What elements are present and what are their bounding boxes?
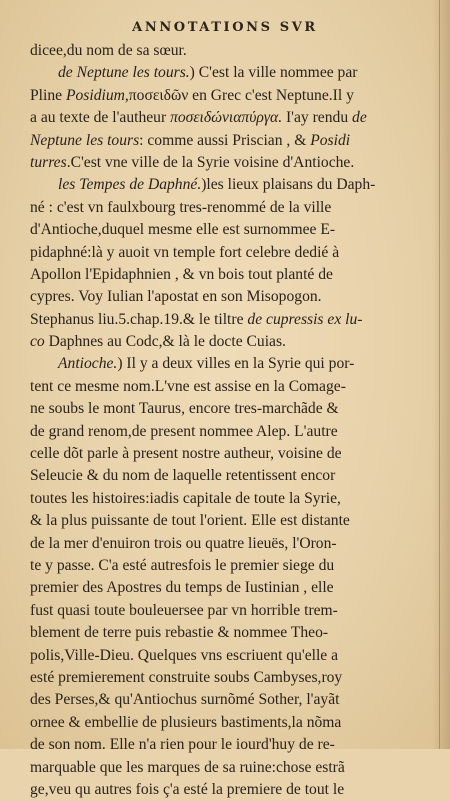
text-segment: .C'est vne ville de la Syrie voisine d'Antioche.: [66, 153, 355, 171]
text-segment: de grand renom,de present nommee Alep. L'autre: [30, 422, 338, 440]
text-segment: d'Antioche,duquel mesme elle est surnommee E-: [30, 221, 336, 239]
italic-segment: co: [30, 333, 45, 351]
text-segment: dicee,du nom de sa sœur.: [30, 42, 187, 59]
running-head: ANNOTATIONS SVR: [132, 20, 318, 35]
text-line: [30, 264, 430, 286]
text-line: [30, 353, 430, 375]
text-segment: de son nom. Elle n'a rien pour le iourd'huy de re-: [30, 736, 335, 754]
italic-segment: Posidium,: [65, 86, 129, 104]
text-line: [30, 555, 430, 577]
text-line: [30, 286, 430, 308]
text-segment: Stephanus liu.5.chap.19.& le tiltre: [30, 310, 248, 328]
text-line: [30, 421, 430, 443]
text-line: [30, 376, 430, 398]
text-segment: marquable que les marques de sa ruine:chose estrã: [30, 758, 345, 776]
italic-segment: ποσειδώνιαπύργα.: [170, 109, 283, 127]
page-gutter-shadow: [432, 0, 450, 749]
text-segment: ποσειδῶν en Grec c'est Neptune.Il y: [128, 86, 354, 104]
text-line: [30, 533, 430, 555]
text-segment: fust quasi toute bouleuersee par vn horrible trem-: [30, 601, 338, 619]
text-line: [30, 757, 430, 779]
text-line: [30, 443, 430, 465]
italic-segment: de Neptune les tours.: [58, 64, 190, 82]
text-line: [30, 779, 430, 801]
text-segment: Seleucie & du nom de laquelle retentissent encor: [30, 467, 336, 485]
text-segment: polis,Ville-Dieu. Quelques vns escriuent qu'elle a: [30, 646, 339, 664]
text-line: [30, 107, 430, 129]
text-segment: & la plus puissante de tout l'orient. Elle est distante: [30, 512, 350, 530]
italic-segment: de cupressis ex lu-: [247, 310, 363, 328]
text-line: [30, 600, 430, 622]
text-segment: toutes les histoires:iadis capitale de toute la Syrie,: [30, 489, 341, 507]
text-line: [30, 40, 430, 62]
text-line: [30, 197, 430, 219]
text-segment: Pline: [30, 86, 66, 104]
text-line: [30, 465, 430, 487]
italic-segment: turres: [30, 153, 67, 171]
italic-segment: Posidi: [310, 131, 351, 149]
text-line: [30, 242, 430, 264]
text-line: [30, 174, 430, 196]
italic-segment: les Tempes de Daphné.: [58, 176, 202, 194]
text-segment: ) C'est la ville nommee par: [189, 64, 358, 82]
text-segment: Daphnes au Codc,& là le docte Cuias.: [44, 333, 286, 351]
page-edge: [439, 0, 440, 749]
text-line: [30, 152, 430, 174]
text-segment: des Perses,& qu'Antiochus surnõmé Sother, l'ayãt: [30, 691, 340, 709]
text-line: [30, 398, 430, 420]
text-line: [30, 309, 430, 331]
text-line: [30, 130, 430, 152]
text-line: [30, 510, 430, 532]
text-line: [30, 622, 430, 644]
text-segment: ) Il y a deux villes en la Syrie qui por-: [117, 355, 355, 373]
text-segment: Apollon l'Epidaphnien , & vn bois tout planté de: [30, 265, 333, 283]
italic-segment: Neptune les tours: [30, 131, 140, 149]
text-line: [30, 62, 430, 84]
text-segment: blement de terre puis rebastie & nommee Theo-: [30, 624, 329, 642]
text-segment: né : c'est vn faulxbourg tres-renommé de la ville: [30, 198, 332, 216]
text-segment: de la mer d'enuiron trois ou quatre lieuës, l'Oron-: [30, 534, 337, 552]
text-line: [30, 577, 430, 599]
text-block: [30, 40, 430, 801]
text-segment: tent ce mesme nom.L'vne est assise en la Comage-: [30, 377, 346, 395]
text-segment: te y passe. C'a esté autresfois le premier siege du: [30, 556, 335, 574]
text-line: [30, 488, 430, 510]
text-segment: I'ay rendu: [282, 109, 353, 127]
text-segment: ne soubs le mont Taurus, encore tres-marchãde &: [30, 400, 339, 418]
text-segment: celle dõt parle à present nostre autheur, voisine de: [30, 445, 342, 463]
text-segment: : comme aussi Priscian , &: [139, 131, 311, 149]
text-line: [30, 667, 430, 689]
text-line: [30, 689, 430, 711]
italic-segment: Antioche.: [58, 355, 118, 373]
text-segment: )les lieux plaisans du Daph-: [201, 176, 376, 194]
text-segment: pidaphné:là y auoit vn temple fort celebre dedié à: [30, 243, 340, 261]
text-line: [30, 85, 430, 107]
text-segment: premier des Apostres du temps de Iustinian , elle: [30, 579, 334, 597]
text-line: [30, 734, 430, 756]
text-segment: cypres. Voy Iulian l'apostat en son Misopogon.: [30, 288, 322, 306]
text-line: [30, 331, 430, 353]
text-segment: ge,veu qu autres fois ç'a esté la premiere de tout le: [30, 780, 345, 798]
text-segment: ornee & embellie de plusieurs bastiments,la nõma: [30, 713, 342, 731]
text-line: [30, 645, 430, 667]
text-line: [30, 219, 430, 241]
text-segment: esté premierement construite soubs Cambyses,roy: [30, 668, 343, 686]
text-segment: a au texte de l'autheur: [30, 109, 171, 127]
italic-segment: de: [352, 109, 367, 127]
text-line: [30, 712, 430, 734]
